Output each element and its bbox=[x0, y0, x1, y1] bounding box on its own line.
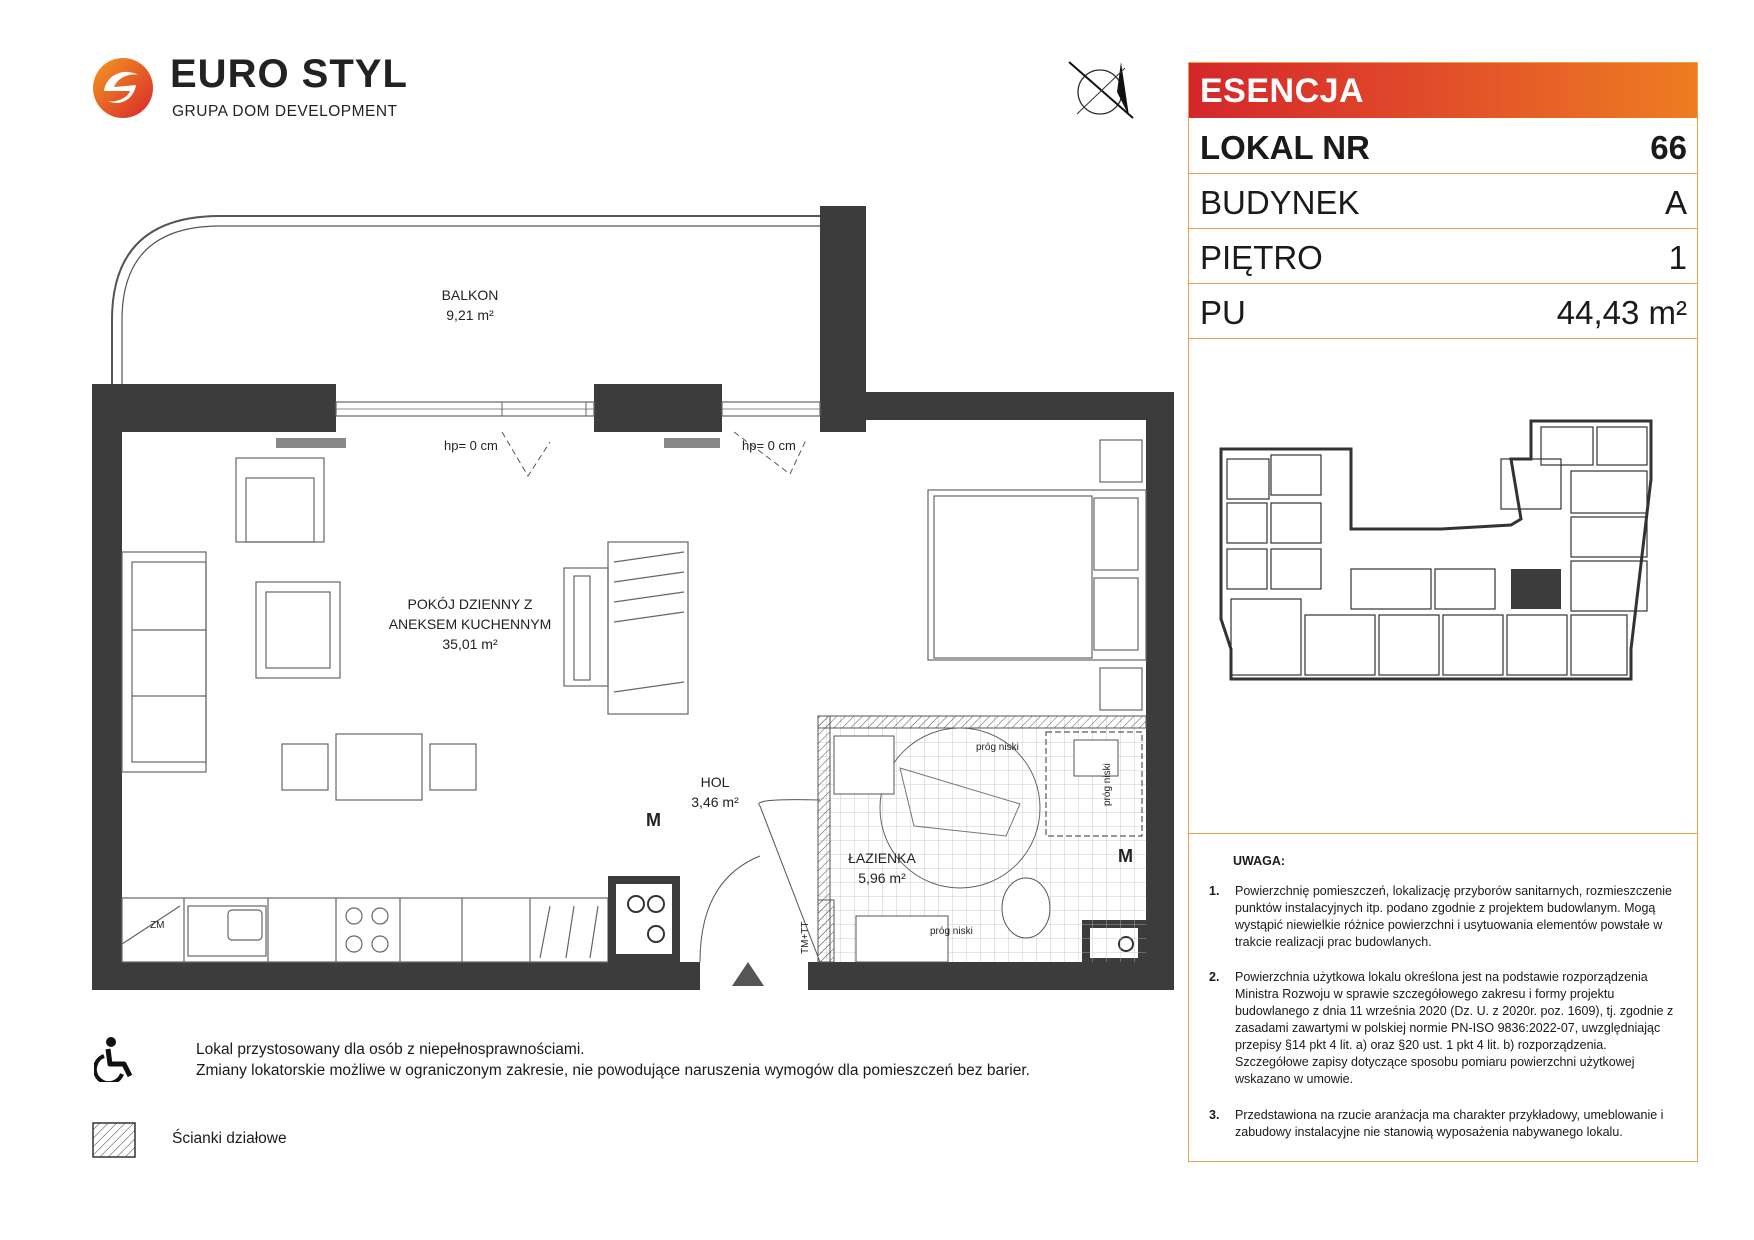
area-label: PU bbox=[1200, 294, 1246, 331]
unit-number-row bbox=[1189, 119, 1697, 174]
brand-name: EURO STYL bbox=[170, 52, 408, 96]
floor-label: PIĘTRO bbox=[1200, 239, 1323, 276]
threshold-label-2: hp= 0 cm bbox=[742, 438, 796, 453]
low-threshold-label-2: próg niski bbox=[1102, 763, 1113, 806]
radiator bbox=[664, 438, 720, 448]
note-number: 2. bbox=[1209, 970, 1220, 984]
windows bbox=[336, 402, 820, 416]
project-header bbox=[1189, 63, 1697, 118]
balcony-label bbox=[420, 285, 520, 325]
bathroom-name: ŁAZIENKA bbox=[848, 850, 916, 866]
bathroom-area: 5,96 m² bbox=[858, 870, 906, 886]
kitchen-counter bbox=[122, 898, 608, 962]
low-threshold-label-1: próg niski bbox=[976, 742, 1019, 753]
partition-walls-label: Ścianki działowe bbox=[172, 1130, 287, 1147]
partition-walls-swatch-icon bbox=[92, 1122, 136, 1158]
project-name: ESENCJA bbox=[1200, 72, 1365, 110]
area-row bbox=[1189, 284, 1697, 339]
brand-subtitle: GRUPA DOM DEVELOPMENT bbox=[172, 103, 398, 120]
living-room-name-2: ANEKSEM KUCHENNYM bbox=[388, 616, 552, 632]
balcony-name: BALKON bbox=[441, 287, 499, 303]
living-room-area: 35,01 m² bbox=[442, 636, 498, 652]
note-number: 3. bbox=[1209, 1108, 1220, 1122]
notes-title: UWAGA: bbox=[1233, 854, 1286, 868]
hall-area: 3,46 m² bbox=[691, 794, 739, 810]
balcony-area: 9,21 m² bbox=[446, 307, 494, 323]
threshold-label-1: hp= 0 cm bbox=[444, 438, 498, 453]
note-text: Przedstawiona na rzucie aranżacja ma charakter przykładowy, umeblowanie i zabudowy instalacyjne nie stanowią wyposażenia nabywanego lokalu. bbox=[1235, 1108, 1664, 1139]
wheelchair-icon bbox=[94, 1036, 136, 1082]
bathroom-label bbox=[836, 848, 928, 888]
building-value: A bbox=[1664, 184, 1687, 221]
entrance-arrow-icon bbox=[732, 962, 764, 986]
radiator bbox=[276, 438, 346, 448]
floor-value: 1 bbox=[1668, 239, 1687, 276]
note-text: Powierzchnię pomieszczeń, lokalizację przyborów sanitarnych, rozmieszczenie punktów instalacyjnych itp. podano zgodnie z projektem budowlanym. Mogą wystąpić niewielkie różnice powierzchni i usytuowania elementów powstałe w trakcie realizacji prac budowlanych. bbox=[1235, 884, 1672, 949]
meter-label: ZM bbox=[150, 920, 165, 931]
notes-separator bbox=[1189, 833, 1697, 834]
note-text: Powierzchnia użytkowa lokalu określona jest na podstawie rozporządzenia Ministra Rozwoju w sprawie szczegółowego zakresu i formy projektu budowlanego z dnia 11 września 2020 (Dz. U. z 2020r. poz. 1609), tj. zgodnie z zasadami zawartymi w polskiej normie PN-ISO 9836:2022-07, uwzględniając przepisy §14 pkt 4 lit. a) oraz §20 ust. 1 pkt 4 lit. b) rozporządzenia. Szczegółowe zapisy dotyczące sposobu pomiaru powierzchni użytkowej wskazano w umowie. bbox=[1235, 970, 1674, 1086]
hall-name: HOL bbox=[700, 774, 730, 790]
building-label: BUDYNEK bbox=[1200, 184, 1360, 221]
highlighted-unit bbox=[1511, 569, 1561, 609]
living-room-name-1: POKÓJ DZIENNY Z bbox=[407, 596, 533, 612]
accessibility-note bbox=[196, 1039, 1030, 1081]
telecom-label: TM+TT bbox=[800, 921, 811, 954]
hall-label bbox=[680, 772, 750, 812]
accessibility-line-2: Zmiany lokatorskie możliwe w ograniczonym zakresie, nie powodujące naruszenia wymogów dla pomieszczeń bez barier. bbox=[196, 1062, 1030, 1079]
unit-number-value: 66 bbox=[1650, 129, 1687, 166]
info-panel bbox=[1188, 62, 1698, 1162]
meter-m-label-1: M bbox=[646, 810, 661, 830]
meter-m-label-2: M bbox=[1118, 846, 1133, 866]
floor-row bbox=[1189, 229, 1697, 284]
building-row bbox=[1189, 174, 1697, 229]
note-number: 1. bbox=[1209, 884, 1220, 898]
unit-number-label: LOKAL NR bbox=[1200, 129, 1370, 166]
area-value: 44,43 m² bbox=[1556, 294, 1687, 331]
low-threshold-label-3: próg niski bbox=[930, 926, 973, 937]
living-room-label bbox=[380, 594, 560, 654]
building-key-plan bbox=[1211, 419, 1671, 719]
accessibility-line-1: Lokal przystosowany dla osób z niepełnosprawnościami. bbox=[196, 1041, 585, 1058]
